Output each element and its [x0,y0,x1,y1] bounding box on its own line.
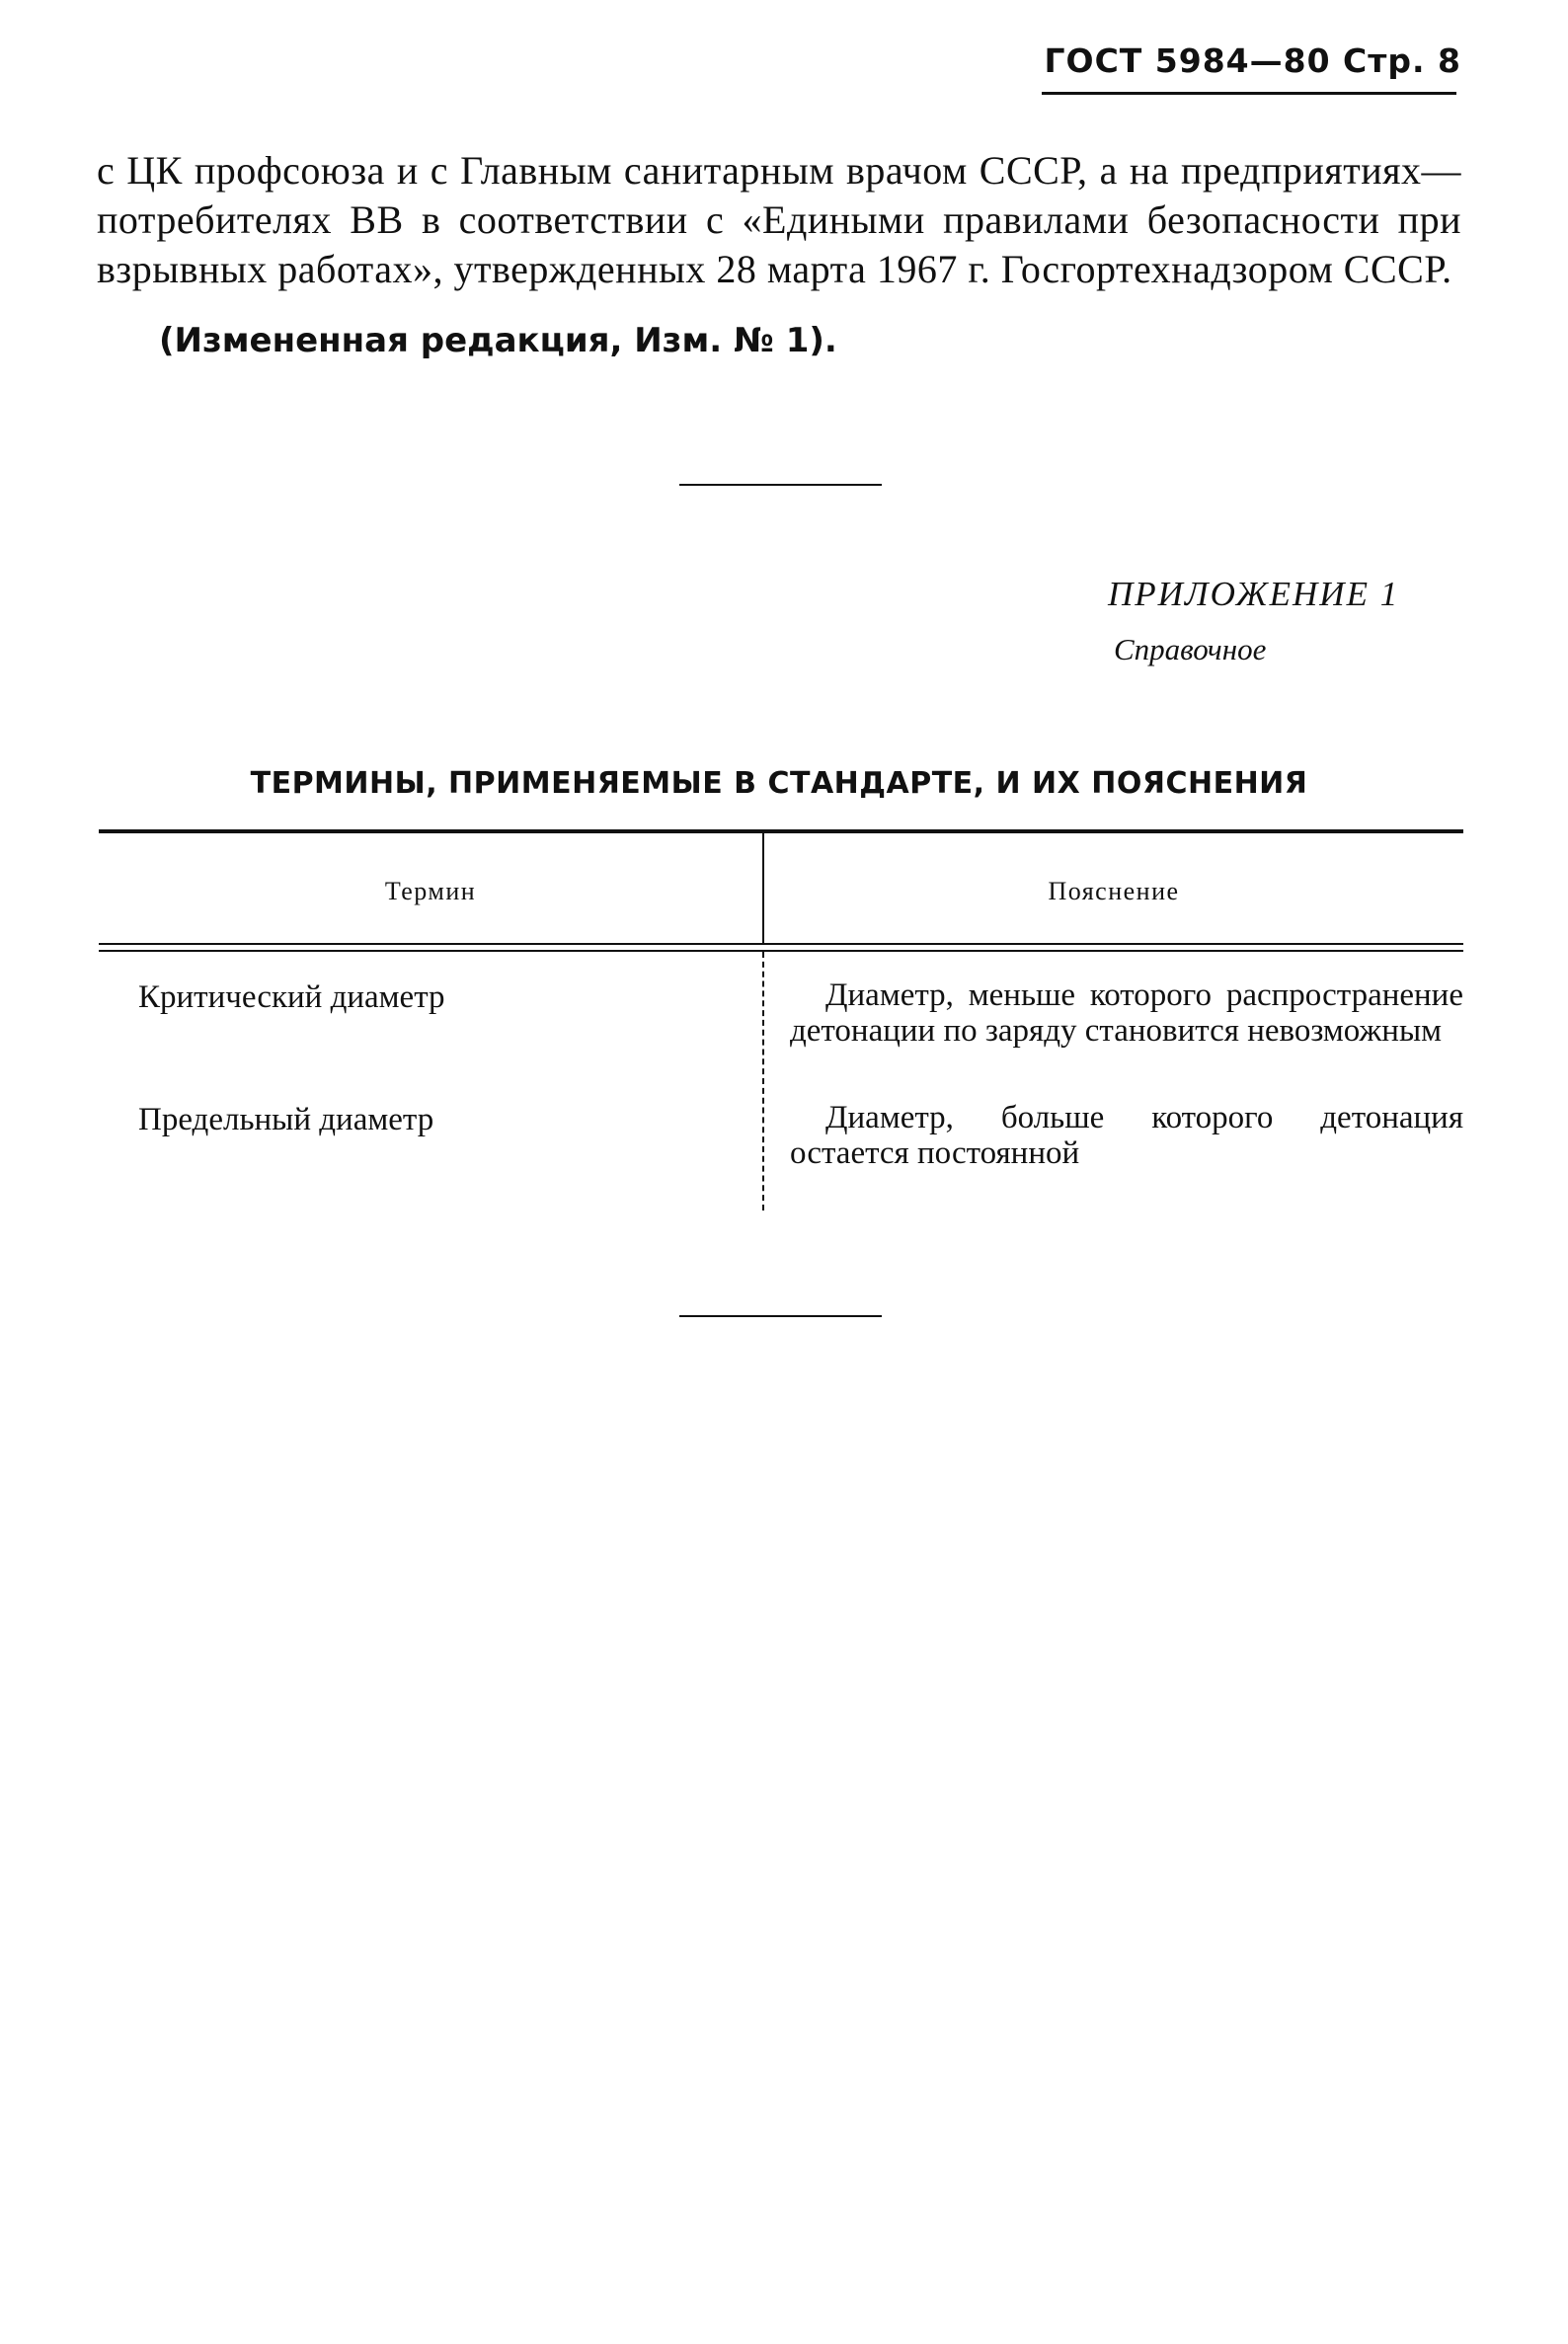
table-header-rule [99,950,1463,952]
table-header-explanation: Пояснение [1048,877,1180,905]
table-top-rule [99,829,1463,833]
table-header-rule [99,943,1463,945]
table-header-term: Термин [384,877,477,905]
table-cell-term: Критический диаметр [138,979,445,1015]
appendix-type: Справочное [1114,632,1267,666]
table-cell-explanation: Диаметр, больше которого детонация остается постоянной [790,1100,1463,1171]
section-separator [679,1315,882,1317]
running-head: ГОСТ 5984—80 Стр. 8 [1044,41,1461,80]
table-column-divider [762,952,764,1211]
body-paragraph: с ЦК профсоюза и с Главным санитарным врачом СССР, а на предприятиях—потребителях ВВ в соответствии с «Едиными правилами безопасности при взрывных работах», утвержденных 28 марта 1967 г. Госгортехнадзором СССР. [97,148,1461,291]
table-title: ТЕРМИНЫ, ПРИМЕНЯЕМЫЕ В СТАНДАРТЕ, И ИХ ПОЯСНЕНИЯ [250,766,1308,801]
section-separator [679,484,882,486]
table-cell-term: Предельный диаметр [138,1102,434,1137]
table-cell-explanation: Диаметр, меньше которого распространение детонации по заряду становится невозможным [790,977,1463,1049]
appendix-label: ПРИЛОЖЕНИЕ 1 [1108,575,1400,613]
amendment-note: (Измененная редакция, Изм. № 1). [159,321,837,360]
header-rule [1042,92,1456,95]
